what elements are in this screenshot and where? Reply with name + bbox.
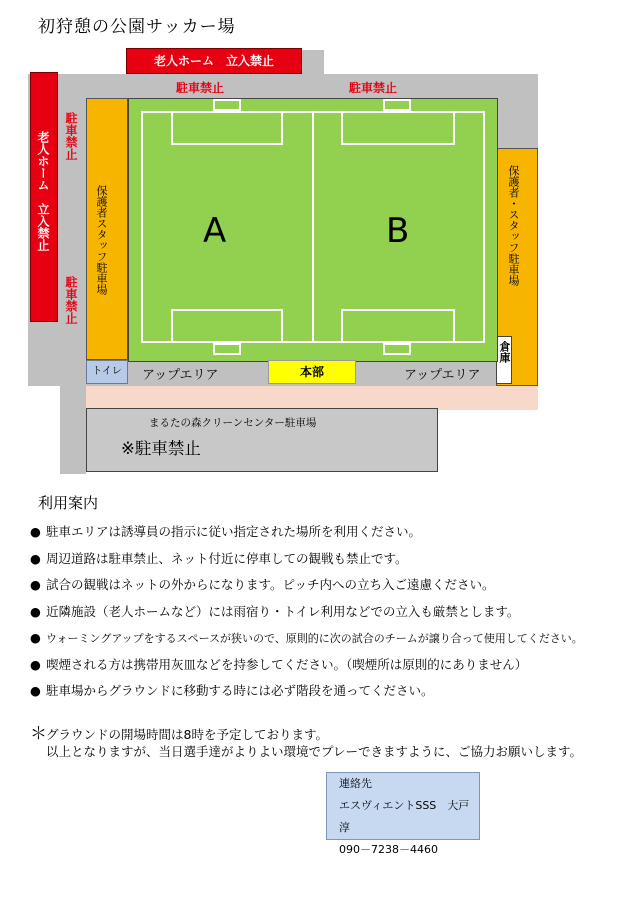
pitch-b-top-goal [383, 99, 411, 111]
bullet-icon: ● [30, 656, 41, 672]
opening-note [30, 726, 582, 760]
bullet-icon: ● [30, 603, 41, 619]
guide-item-text: ウォーミングアップをするスペースが狭いので、原則的に次の試合のチームが譲り合って使用してください。 [46, 632, 583, 645]
staff-parking-left [86, 98, 128, 360]
pitch-b-top-penalty-box [341, 111, 455, 145]
guide-item [30, 599, 583, 626]
pitch-a-label: A [203, 211, 227, 251]
toilet: トイレ [86, 360, 128, 384]
no-parking-label-right: 駐車禁止 [349, 81, 398, 95]
guide-item-text: 喫煙される方は携帯用灰皿などを持参してください。（喫煙所は原則的にありません） [46, 656, 528, 672]
warmup-area-right: アップエリア [404, 368, 481, 383]
note-lines [46, 726, 582, 760]
bullet-icon: ● [30, 683, 41, 698]
contact-box [326, 772, 480, 856]
clean-center-notice: ※駐車禁止 [121, 439, 201, 458]
note-line-1: グラウンドの開場時間は8時を予定しております。 [46, 727, 328, 742]
storage-label: 倉庫 [498, 341, 511, 363]
no-parking-label-left: 駐車禁止 [176, 81, 225, 95]
no-parking-label-vertical-bottom: 駐車禁止 [64, 276, 78, 324]
guide-list [30, 519, 583, 705]
gray-strip-left-lower [28, 326, 86, 386]
bullet-icon: ● [30, 630, 41, 645]
contact-phone: 090－7238－4460 [339, 843, 438, 856]
pitch-b-label: B [386, 211, 410, 251]
pitch-b-bottom-goal [383, 343, 411, 355]
bullet-icon: ● [30, 524, 41, 539]
guide-item-text: 駐車場からグラウンドに移動する時には必ず階段を通ってください。 [46, 683, 434, 698]
storage-shed [496, 336, 512, 384]
bullet-icon: ● [30, 550, 41, 566]
soccer-field [128, 98, 498, 362]
pitch-a-top-goal [213, 99, 241, 111]
pitch-a-bottom-penalty-box [171, 309, 283, 343]
guide-item [30, 678, 583, 705]
staff-parking-left-label: 保護者スタッフ駐車場 [95, 185, 108, 295]
bullet-icon: ● [30, 577, 41, 592]
guide-item-text: 近隣施設（老人ホームなど）には雨宿り・トイレ利用などでの立入も厳禁とします。 [46, 603, 520, 619]
pitch-b-bottom-penalty-box [341, 309, 455, 343]
clean-center-label: まるたの森クリーンセンター駐車場 [149, 417, 317, 429]
pitch-a-top-penalty-box [171, 111, 283, 145]
clean-center-parking [86, 408, 438, 472]
guide-item [30, 625, 583, 652]
gray-strip-bottom-left [60, 384, 86, 474]
note-line-2: 以上となりますが、当日選手達がよりよい環境でプレーできますように、ご協力お願いします。 [46, 744, 583, 759]
asterisk-icon: ＊ [30, 724, 47, 744]
guide-item-text: 駐車エリアは誘導員の指示に従い指定された場所を利用ください。 [46, 524, 422, 539]
nursing-home-left: 老人ホーム 立入禁止 [30, 72, 58, 322]
headquarters: 本部 [268, 360, 356, 384]
contact-name: エスヴィエントSSS 大戸淳 [339, 799, 470, 834]
staff-parking-right-label: 保護者・スタッフ駐車場 [507, 165, 520, 286]
guide-item [30, 572, 583, 599]
warmup-area-left: アップエリア [142, 368, 219, 383]
guide-heading: 利用案内 [38, 494, 99, 512]
nursing-home-top: 老人ホーム 立入禁止 [126, 48, 302, 74]
guide-item [30, 519, 583, 546]
guide-item [30, 652, 583, 679]
guide-item-text: 周辺道路は駐車禁止、ネット付近に停車しての観戦も禁止です。 [46, 550, 408, 566]
access-band [86, 386, 538, 410]
guide-item-text: 試合の観戦はネットの外からになります。ピッチ内への立ち入ご遠慮ください。 [46, 577, 495, 592]
pitch-a-bottom-goal [213, 343, 241, 355]
guide-item [30, 546, 583, 573]
contact-label: 連絡先 [339, 777, 372, 790]
page-title: 初狩憩の公園サッカー場 [38, 17, 236, 37]
no-parking-label-vertical-top: 駐車禁止 [64, 112, 78, 160]
halfway-line [312, 111, 314, 343]
